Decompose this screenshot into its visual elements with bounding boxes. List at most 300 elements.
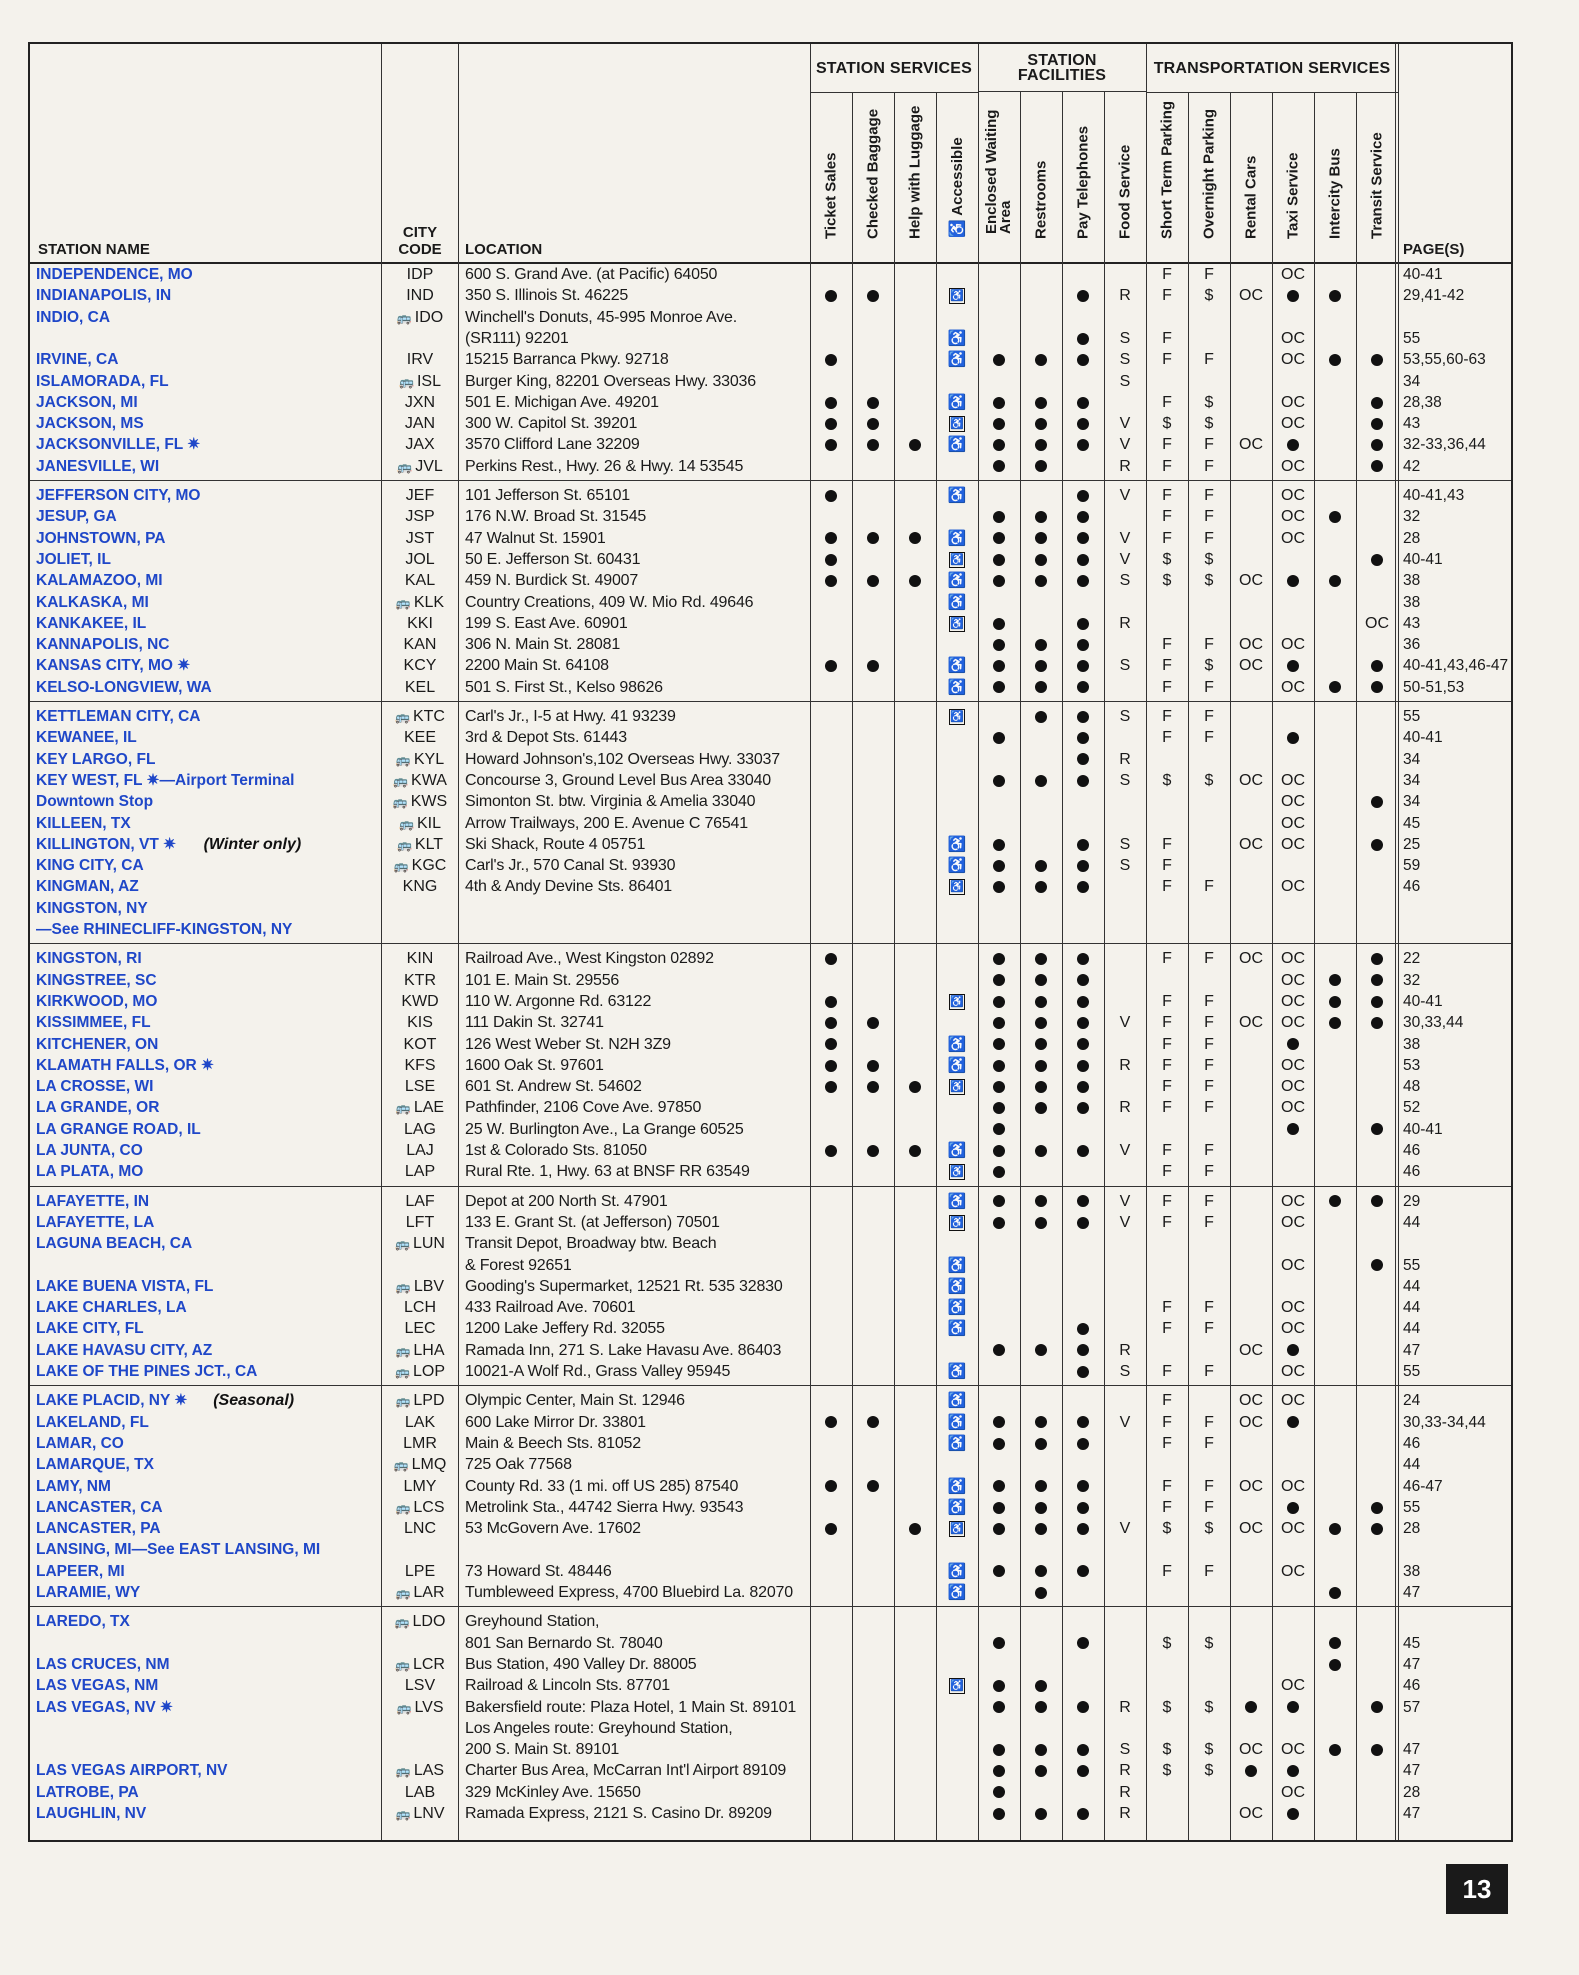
table-row (30, 413, 1511, 434)
service-mark (1062, 876, 1104, 897)
table-row (30, 1803, 1511, 1824)
header-col-checked-baggage (852, 92, 894, 262)
location: 111 Dakin St. 32741 (465, 1014, 604, 1032)
table-row (30, 307, 1511, 328)
city-code-text: LPE (404, 1562, 436, 1580)
service-mark (1356, 1739, 1398, 1760)
pages: 25 (1403, 835, 1421, 853)
service-mark: F (1162, 657, 1172, 675)
service-mark (1062, 1097, 1104, 1118)
filled-dot (825, 660, 837, 672)
station-name: JESUP, GA (36, 508, 117, 526)
pages: 29 (1403, 1192, 1421, 1210)
filled-dot (1077, 511, 1089, 523)
filled-dot (1077, 1366, 1089, 1378)
filled-dot (1329, 290, 1341, 302)
service-mark (1020, 770, 1062, 791)
table-row (30, 392, 1511, 413)
service-mark (936, 1518, 978, 1539)
filled-dot (993, 775, 1005, 787)
pages: 44 (1403, 1213, 1421, 1231)
city-code-text: LAB (404, 1783, 436, 1801)
pages: 46 (1403, 1163, 1421, 1181)
table-row (30, 948, 1511, 969)
row-group-separator (30, 1186, 1511, 1187)
location: & Forest 92651 (465, 1256, 572, 1274)
service-mark: OC (1281, 1320, 1305, 1338)
service-mark (1230, 1760, 1272, 1781)
filled-dot (1077, 753, 1089, 765)
service-mark (936, 285, 978, 306)
service-mark: F (1162, 1099, 1172, 1117)
table-row (30, 634, 1511, 655)
service-mark (1062, 1760, 1104, 1781)
table-row (30, 1212, 1511, 1233)
service-mark: F (1204, 1477, 1214, 1495)
service-mark (852, 285, 894, 306)
service-mark (894, 1140, 936, 1161)
service-mark: $ (1204, 657, 1214, 675)
filled-dot (1077, 1637, 1089, 1649)
city-code-text: LNV (413, 1805, 445, 1822)
row-group-separator (30, 943, 1511, 944)
service-mark (978, 1191, 1020, 1212)
service-mark (1272, 655, 1314, 676)
city-code (381, 349, 459, 370)
service-mark: R (1119, 287, 1131, 305)
filled-dot (1077, 1565, 1089, 1577)
header-col-accessible (936, 92, 978, 262)
service-mark (936, 1212, 978, 1233)
pages: 34 (1403, 771, 1421, 789)
service-mark: S (1119, 657, 1131, 675)
bus-icon: 🚌 (396, 1700, 412, 1715)
filled-dot (825, 1017, 837, 1029)
service-mark (852, 1412, 894, 1433)
bus-icon: 🚌 (399, 374, 414, 389)
city-code (381, 1433, 459, 1454)
city-code (381, 749, 459, 771)
filled-dot (867, 575, 879, 587)
filled-dot (993, 1123, 1005, 1135)
bus-icon: 🚌 (394, 1615, 410, 1630)
service-mark (1062, 855, 1104, 876)
station-name: KETTLEMAN CITY, CA (36, 708, 201, 725)
filled-dot (1077, 397, 1089, 409)
table-row (30, 613, 1511, 634)
service-mark: OC (1281, 1256, 1305, 1274)
service-mark (1062, 570, 1104, 591)
station-name: LAFAYETTE, LA (36, 1213, 155, 1231)
city-code-text: LOP (412, 1363, 445, 1380)
service-mark (978, 349, 1020, 370)
city-code-text: KLK (413, 593, 445, 611)
pages: 38 (1403, 1035, 1421, 1053)
filled-dot (1077, 839, 1089, 851)
table-row (30, 349, 1511, 370)
service-mark (1062, 1055, 1104, 1076)
city-code-text: LAE (413, 1099, 445, 1117)
service-mark: $ (1162, 572, 1172, 590)
table-row (30, 677, 1511, 698)
city-code-text: KKI (407, 614, 433, 632)
location: 101 E. Main St. 29556 (465, 971, 620, 989)
station-name: INDEPENDENCE, MO (36, 266, 193, 283)
service-mark (1356, 456, 1398, 477)
service-mark (978, 1760, 1020, 1781)
city-code-text: LAP (404, 1163, 436, 1181)
pages: 46 (1403, 878, 1421, 896)
column-label: ♿ Accessible (949, 137, 966, 238)
service-mark: F (1162, 1163, 1172, 1181)
table-row (30, 1582, 1511, 1603)
city-code-text: LEC (404, 1320, 436, 1338)
wheelchair-boxed-icon: ♿ (950, 553, 964, 566)
service-mark: V (1119, 1213, 1131, 1231)
service-mark (1314, 1654, 1356, 1675)
location: Arrow Trailways, 200 E. Avenue C 76541 (465, 814, 748, 832)
service-mark (936, 1497, 978, 1518)
service-mark (1062, 506, 1104, 527)
service-mark: R (1119, 1341, 1131, 1359)
station-name: LAS VEGAS, NM (36, 1677, 159, 1695)
service-mark (852, 434, 894, 455)
city-code-text: LAR (413, 1584, 445, 1601)
service-mark: F (1162, 329, 1172, 347)
service-mark: F (1204, 1056, 1214, 1074)
location: Winchell's Donuts, 45-995 Monroe Ave. (465, 308, 737, 326)
location: 3rd & Depot Sts. 61443 (465, 729, 627, 747)
filled-dot (993, 974, 1005, 986)
pages: 34 (1403, 793, 1421, 811)
service-mark (1062, 1433, 1104, 1454)
location: 600 Lake Mirror Dr. 33801 (465, 1413, 646, 1431)
bus-icon: 🚌 (393, 859, 409, 874)
filled-dot (1077, 1217, 1089, 1229)
pages: 53 (1403, 1056, 1421, 1074)
station-name: KALAMAZOO, MI (36, 572, 163, 590)
location: 1st & Colorado Sts. 81050 (465, 1142, 647, 1159)
filled-dot (1035, 1081, 1047, 1093)
service-mark: OC (1281, 1299, 1305, 1317)
service-mark: OC (1281, 1677, 1305, 1695)
location: Ramada Inn, 271 S. Lake Havasu Ave. 86403 (465, 1341, 782, 1359)
service-mark (1020, 1561, 1062, 1582)
table-row (30, 1012, 1511, 1033)
city-code-text: KNG (402, 878, 438, 896)
pages: 44 (1403, 1299, 1421, 1317)
city-code (381, 1654, 459, 1676)
location: Concourse 3, Ground Level Bus Area 33040 (465, 771, 771, 789)
station-name: LA GRANGE ROAD, IL (36, 1120, 201, 1138)
column-label: Checked Baggage (864, 108, 882, 239)
filled-dot (1371, 439, 1383, 451)
service-mark (978, 991, 1020, 1012)
service-mark: $ (1204, 550, 1214, 568)
filled-dot (1371, 1017, 1383, 1029)
filled-dot (825, 575, 837, 587)
service-mark: F (1162, 729, 1172, 747)
filled-dot (1077, 618, 1089, 630)
location: 329 McKinley Ave. 15650 (465, 1783, 641, 1801)
pages: 24 (1403, 1392, 1421, 1410)
filled-dot (1077, 732, 1089, 744)
station-name: KLAMATH FALLS, OR ✷ (36, 1056, 215, 1074)
filled-dot (993, 354, 1005, 366)
wheelchair-icon: ♿ (947, 1256, 967, 1274)
filled-dot (1035, 554, 1047, 566)
station-name: KISSIMMEE, FL (36, 1014, 151, 1032)
pages: 47 (1403, 1655, 1421, 1673)
column-divider (1188, 92, 1189, 262)
service-mark: R (1119, 1698, 1131, 1716)
service-mark (978, 1433, 1020, 1454)
pages: 45 (1403, 814, 1421, 832)
city-code-text: LDO (412, 1613, 446, 1631)
city-code (381, 1161, 459, 1182)
filled-dot (1077, 354, 1089, 366)
service-mark (936, 855, 978, 876)
station-note: (Winter only) (203, 835, 302, 853)
wheelchair-icon: ♿ (947, 678, 967, 696)
service-mark (1356, 970, 1398, 991)
table-row (30, 727, 1511, 748)
table-row (30, 592, 1511, 613)
station-name: KINGSTREE, SC (36, 971, 157, 989)
city-code (381, 285, 459, 306)
service-mark (936, 1055, 978, 1076)
city-code-text: JST (405, 529, 435, 547)
location: 199 S. East Ave. 60901 (465, 614, 628, 632)
service-mark: OC (1239, 1520, 1263, 1538)
city-code-text: KOT (403, 1035, 437, 1053)
filled-dot (993, 1081, 1005, 1093)
filled-dot (1035, 1765, 1047, 1777)
wheelchair-icon: ♿ (947, 1192, 967, 1210)
service-mark: F (1162, 1498, 1172, 1516)
service-mark (1314, 970, 1356, 991)
service-mark (1314, 1739, 1356, 1760)
filled-dot (1035, 1744, 1047, 1756)
pages: 46 (1403, 1434, 1421, 1452)
filled-dot (993, 1502, 1005, 1514)
service-mark: V (1119, 1192, 1131, 1210)
city-code-text: LCH (403, 1299, 436, 1317)
bus-icon: 🚌 (397, 459, 413, 474)
city-code-text: LAK (404, 1413, 436, 1431)
filled-dot (1287, 732, 1299, 744)
column-divider (978, 262, 979, 1840)
location: 176 N.W. Broad St. 31545 (465, 508, 647, 526)
city-code-text: LPD (413, 1392, 445, 1410)
service-mark (1062, 413, 1104, 434)
city-code (381, 727, 459, 748)
service-mark: F (1162, 1363, 1172, 1380)
filled-dot (1035, 439, 1047, 451)
table-row (30, 1697, 1511, 1718)
service-mark: $ (1162, 1741, 1172, 1759)
filled-dot (1329, 511, 1341, 523)
service-mark: F (1162, 950, 1172, 968)
service-mark (1314, 349, 1356, 370)
service-mark: F (1204, 457, 1214, 475)
station-name: LANSING, MI—See EAST LANSING, MI (36, 1541, 321, 1559)
filled-dot (909, 1145, 921, 1157)
service-mark: OC (1239, 1341, 1263, 1359)
service-mark: F (1204, 878, 1214, 896)
city-code-text: KWA (411, 771, 447, 789)
city-code (381, 371, 459, 393)
wheelchair-boxed-icon: ♿ (950, 417, 964, 430)
filled-dot (867, 532, 879, 544)
service-mark (936, 1476, 978, 1497)
column-divider (1398, 262, 1399, 1840)
table-row (30, 1034, 1511, 1055)
filled-dot (1077, 1701, 1089, 1713)
service-mark (978, 1055, 1020, 1076)
station-name: KANNAPOLIS, NC (36, 636, 170, 654)
service-mark (978, 948, 1020, 969)
station-name: KEY WEST, FL ✷—Airport Terminal (36, 771, 295, 789)
service-mark (852, 528, 894, 549)
location: 501 S. First St., Kelso 98626 (465, 678, 663, 696)
bus-icon: 🚌 (395, 1237, 410, 1252)
service-mark: F (1204, 1035, 1214, 1053)
pages: 43 (1403, 415, 1421, 433)
filled-dot (1329, 1195, 1341, 1207)
service-mark (1020, 570, 1062, 591)
service-mark (978, 1782, 1020, 1803)
filled-dot (1035, 860, 1047, 872)
city-code-text: KEE (403, 729, 436, 747)
service-mark: F (1162, 351, 1172, 369)
filled-dot (1035, 1480, 1047, 1492)
service-mark (978, 655, 1020, 676)
location: Gooding's Supermarket, 12521 Rt. 535 32830 (465, 1277, 783, 1295)
service-mark: OC (1281, 266, 1305, 283)
wheelchair-icon: ♿ (947, 1392, 967, 1410)
city-code (381, 1582, 459, 1604)
table-row (30, 919, 1511, 940)
service-mark: R (1119, 1762, 1131, 1780)
station-name: LAS CRUCES, NM (36, 1655, 170, 1673)
service-mark (1062, 1034, 1104, 1055)
city-code-text: JVL (415, 457, 443, 475)
location: Perkins Rest., Hwy. 26 & Hwy. 14 53545 (465, 457, 744, 475)
city-code (381, 1097, 459, 1119)
table-row (30, 264, 1511, 285)
service-mark (810, 285, 852, 306)
station-name: KANSAS CITY, MO ✷ (36, 657, 191, 675)
service-mark: $ (1162, 1698, 1172, 1716)
station-name: LA CROSSE, WI (36, 1078, 154, 1096)
service-mark (852, 413, 894, 434)
city-code (381, 1760, 459, 1782)
wheelchair-icon: ♿ (947, 1498, 967, 1516)
filled-dot (1245, 1701, 1257, 1713)
filled-dot (1035, 639, 1047, 651)
location: 1200 Lake Jeffery Rd. 32055 (465, 1320, 665, 1338)
service-mark (810, 1055, 852, 1076)
table-row (30, 1255, 1511, 1276)
header-col-ticket-sales (810, 92, 852, 262)
location: 101 Jefferson St. 65101 (465, 487, 631, 504)
service-mark (1062, 1476, 1104, 1497)
filled-dot (825, 996, 837, 1008)
table-row (30, 1412, 1511, 1433)
column-divider (1356, 262, 1357, 1840)
column-label: Intercity Bus (1326, 148, 1344, 239)
filled-dot (909, 439, 921, 451)
filled-dot (1077, 681, 1089, 693)
service-mark (978, 677, 1020, 698)
wheelchair-icon: ♿ (947, 1363, 967, 1380)
service-mark (978, 570, 1020, 591)
service-mark: S (1119, 835, 1131, 853)
filled-dot (993, 1786, 1005, 1798)
location: 459 N. Burdick St. 49007 (465, 572, 639, 590)
location: 433 Railroad Ave. 70601 (465, 1299, 636, 1317)
header-col-restrooms (1020, 92, 1062, 262)
service-mark: F (1162, 529, 1172, 547)
table-row (30, 528, 1511, 549)
city-code (381, 876, 459, 897)
filled-dot (825, 953, 837, 965)
service-mark: OC (1281, 1192, 1305, 1210)
service-mark (1062, 328, 1104, 349)
service-mark: S (1119, 708, 1131, 725)
service-mark (1020, 528, 1062, 549)
service-mark: OC (1281, 971, 1305, 989)
service-mark (1356, 1255, 1398, 1276)
column-divider (381, 44, 382, 262)
filled-dot (1329, 1637, 1341, 1649)
station-name: LAMAR, CO (36, 1434, 124, 1452)
service-mark: S (1119, 572, 1131, 590)
service-mark (1020, 1191, 1062, 1212)
filled-dot (993, 1637, 1005, 1649)
filled-dot (1287, 1765, 1299, 1777)
column-divider (1104, 92, 1105, 262)
service-mark: F (1204, 1078, 1214, 1096)
header-col-enclosed-waiting-area (978, 92, 1020, 262)
filled-dot (1287, 1701, 1299, 1713)
wheelchair-icon: ♿ (947, 329, 967, 347)
city-code-text: JOL (405, 550, 435, 568)
filled-dot (1077, 418, 1089, 430)
station-name: LAKE HAVASU CITY, AZ (36, 1341, 213, 1359)
column-divider (1062, 262, 1063, 1840)
service-mark: F (1162, 1562, 1172, 1580)
column-divider (1146, 44, 1147, 262)
service-mark: F (1162, 1056, 1172, 1074)
table-row (30, 706, 1511, 727)
city-code-text: KTR (404, 971, 436, 989)
table-row (30, 1782, 1511, 1803)
service-mark: OC (1281, 1741, 1305, 1759)
column-divider (1062, 92, 1063, 262)
filled-dot (1371, 974, 1383, 986)
station-name: KING CITY, CA (36, 857, 144, 875)
service-mark (1020, 1140, 1062, 1161)
city-code (381, 592, 459, 614)
pages: 36 (1403, 636, 1421, 654)
service-mark (810, 1012, 852, 1033)
service-mark (894, 528, 936, 549)
station-table (28, 42, 1513, 1842)
station-name: LAKE OF THE PINES JCT., CA (36, 1363, 258, 1380)
filled-dot (1077, 1344, 1089, 1356)
